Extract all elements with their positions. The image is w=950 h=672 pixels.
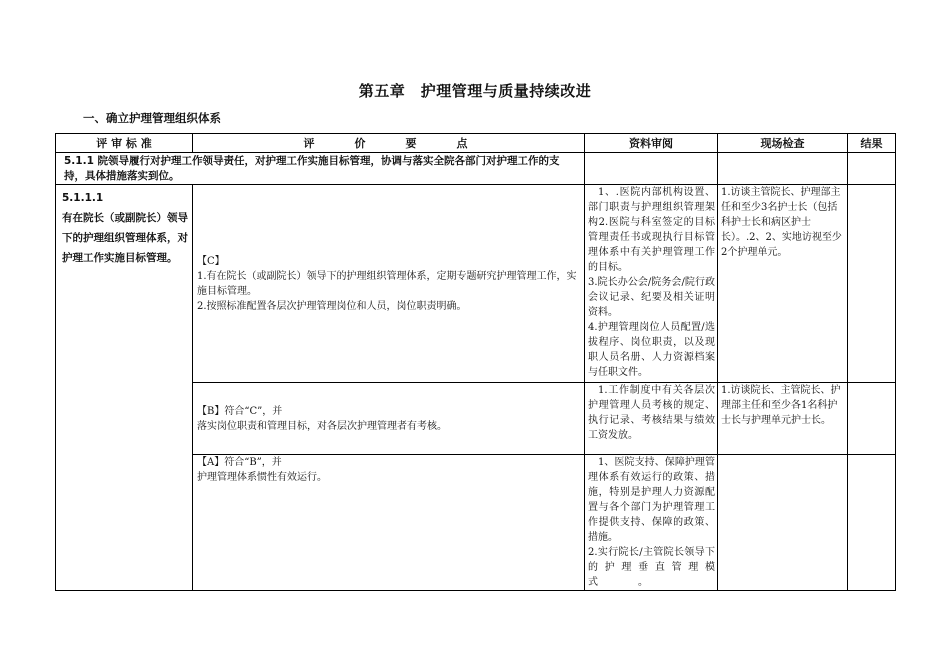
criterion-text: 5.1.1 院领导履行对护理工作领导责任，对护理工作实施目标管理，协调与落实全院各部门对护理工作的支持，具体措施落实到位。	[64, 155, 560, 182]
item-text: 有在院长（或副院长）领导下的护理组织管理体系，对护理工作实施目标管理。	[62, 212, 188, 264]
level-c-row	[56, 185, 896, 383]
header-row	[56, 134, 896, 153]
level-b-result-cell	[848, 383, 896, 455]
header-criteria: 评 审 标 准	[56, 134, 193, 153]
criterion-docs-cell	[585, 153, 718, 185]
level-c-points-cell	[193, 185, 585, 383]
criterion-cell	[56, 153, 585, 185]
header-site: 现场检查	[718, 134, 848, 153]
level-a-points-cell	[193, 455, 585, 591]
level-c-result-cell	[848, 185, 896, 383]
item-cell	[56, 185, 193, 591]
level-c-label: 【C】	[197, 255, 225, 267]
level-b-label: 【B】符合“C”，并	[197, 405, 283, 417]
level-a-site-cell	[718, 455, 848, 591]
level-b-doc: 1.工作制度中有关各层次护理管理人员考核的规定、执行记录、考核结果与绩效工资发放。	[588, 385, 715, 441]
level-b-site-cell	[718, 383, 848, 455]
level-a-point: 护理管理体系惯性有效运行。	[197, 472, 327, 483]
level-c-doc: 4.护理管理岗位人员配置/选拔程序、岗位职责，以及现职人员名册、人力资源档案与任职文件。	[588, 322, 715, 378]
criterion-result-cell	[848, 153, 896, 185]
section-heading: 一、确立护理管理组织体系	[83, 111, 221, 125]
level-a-docs-cell	[585, 455, 718, 591]
criterion-row	[56, 153, 896, 185]
level-b-site: 1.访谈院长、主管院长、护理部主任和至少各1名科护士长与护理单元护士长。	[721, 385, 841, 426]
level-c-doc: 1、.医院内部机构设置、部门职责与护理组织管理架构2.医院与科室签定的目标管理责任书或现执行目标管理体系中有关护理管理工作的目标。	[588, 187, 715, 273]
header-points: 评 价 要 点	[193, 134, 585, 153]
level-b-point: 落实岗位职责和管理目标，对各层次护理管理者有考核。	[197, 420, 447, 432]
criterion-site-cell	[718, 153, 848, 185]
page-title: 第五章 护理管理与质量持续改进	[358, 82, 592, 100]
level-b-docs-cell	[585, 383, 718, 455]
header-result: 结果	[848, 134, 896, 153]
level-c-site: 1.访谈主管院长、护理部主任和至少3名护士长（包括科护士长和病区护士长）。.2、2、实地访视至少2个护理单元。	[721, 187, 842, 258]
level-c-doc: 3.院长办公会/院务会/院行政会议记录、纪要及相关证明资料。	[588, 277, 715, 318]
level-a-label: 【A】符合“B”，并	[197, 457, 282, 468]
level-c-docs-cell	[585, 185, 718, 383]
level-c-point: 2.按照标准配置各层次护理管理岗位和人员，岗位职责明确。	[197, 300, 467, 312]
evaluation-table	[55, 133, 896, 591]
item-number: 5.1.1.1	[62, 192, 104, 204]
level-c-point: 1.有在院长（或副院长）领导下的护理组织管理体系，定期专题研究护理管理工作，实施目标管理。	[197, 270, 577, 297]
level-a-doc: 2.实行院长/主管院长领导下的护理垂直管理模式 。	[588, 547, 715, 588]
level-b-points-cell	[193, 383, 585, 455]
level-c-site-cell	[718, 185, 848, 383]
header-docs: 资料审阅	[585, 134, 718, 153]
level-a-doc: 1、医院支持、保障护理管理体系有效运行的政策、措施，特别是护理人力资源配置与各个部门为护理管理工作提供支持、保障的政策、措施。	[588, 457, 715, 543]
level-a-result-cell	[848, 455, 896, 591]
